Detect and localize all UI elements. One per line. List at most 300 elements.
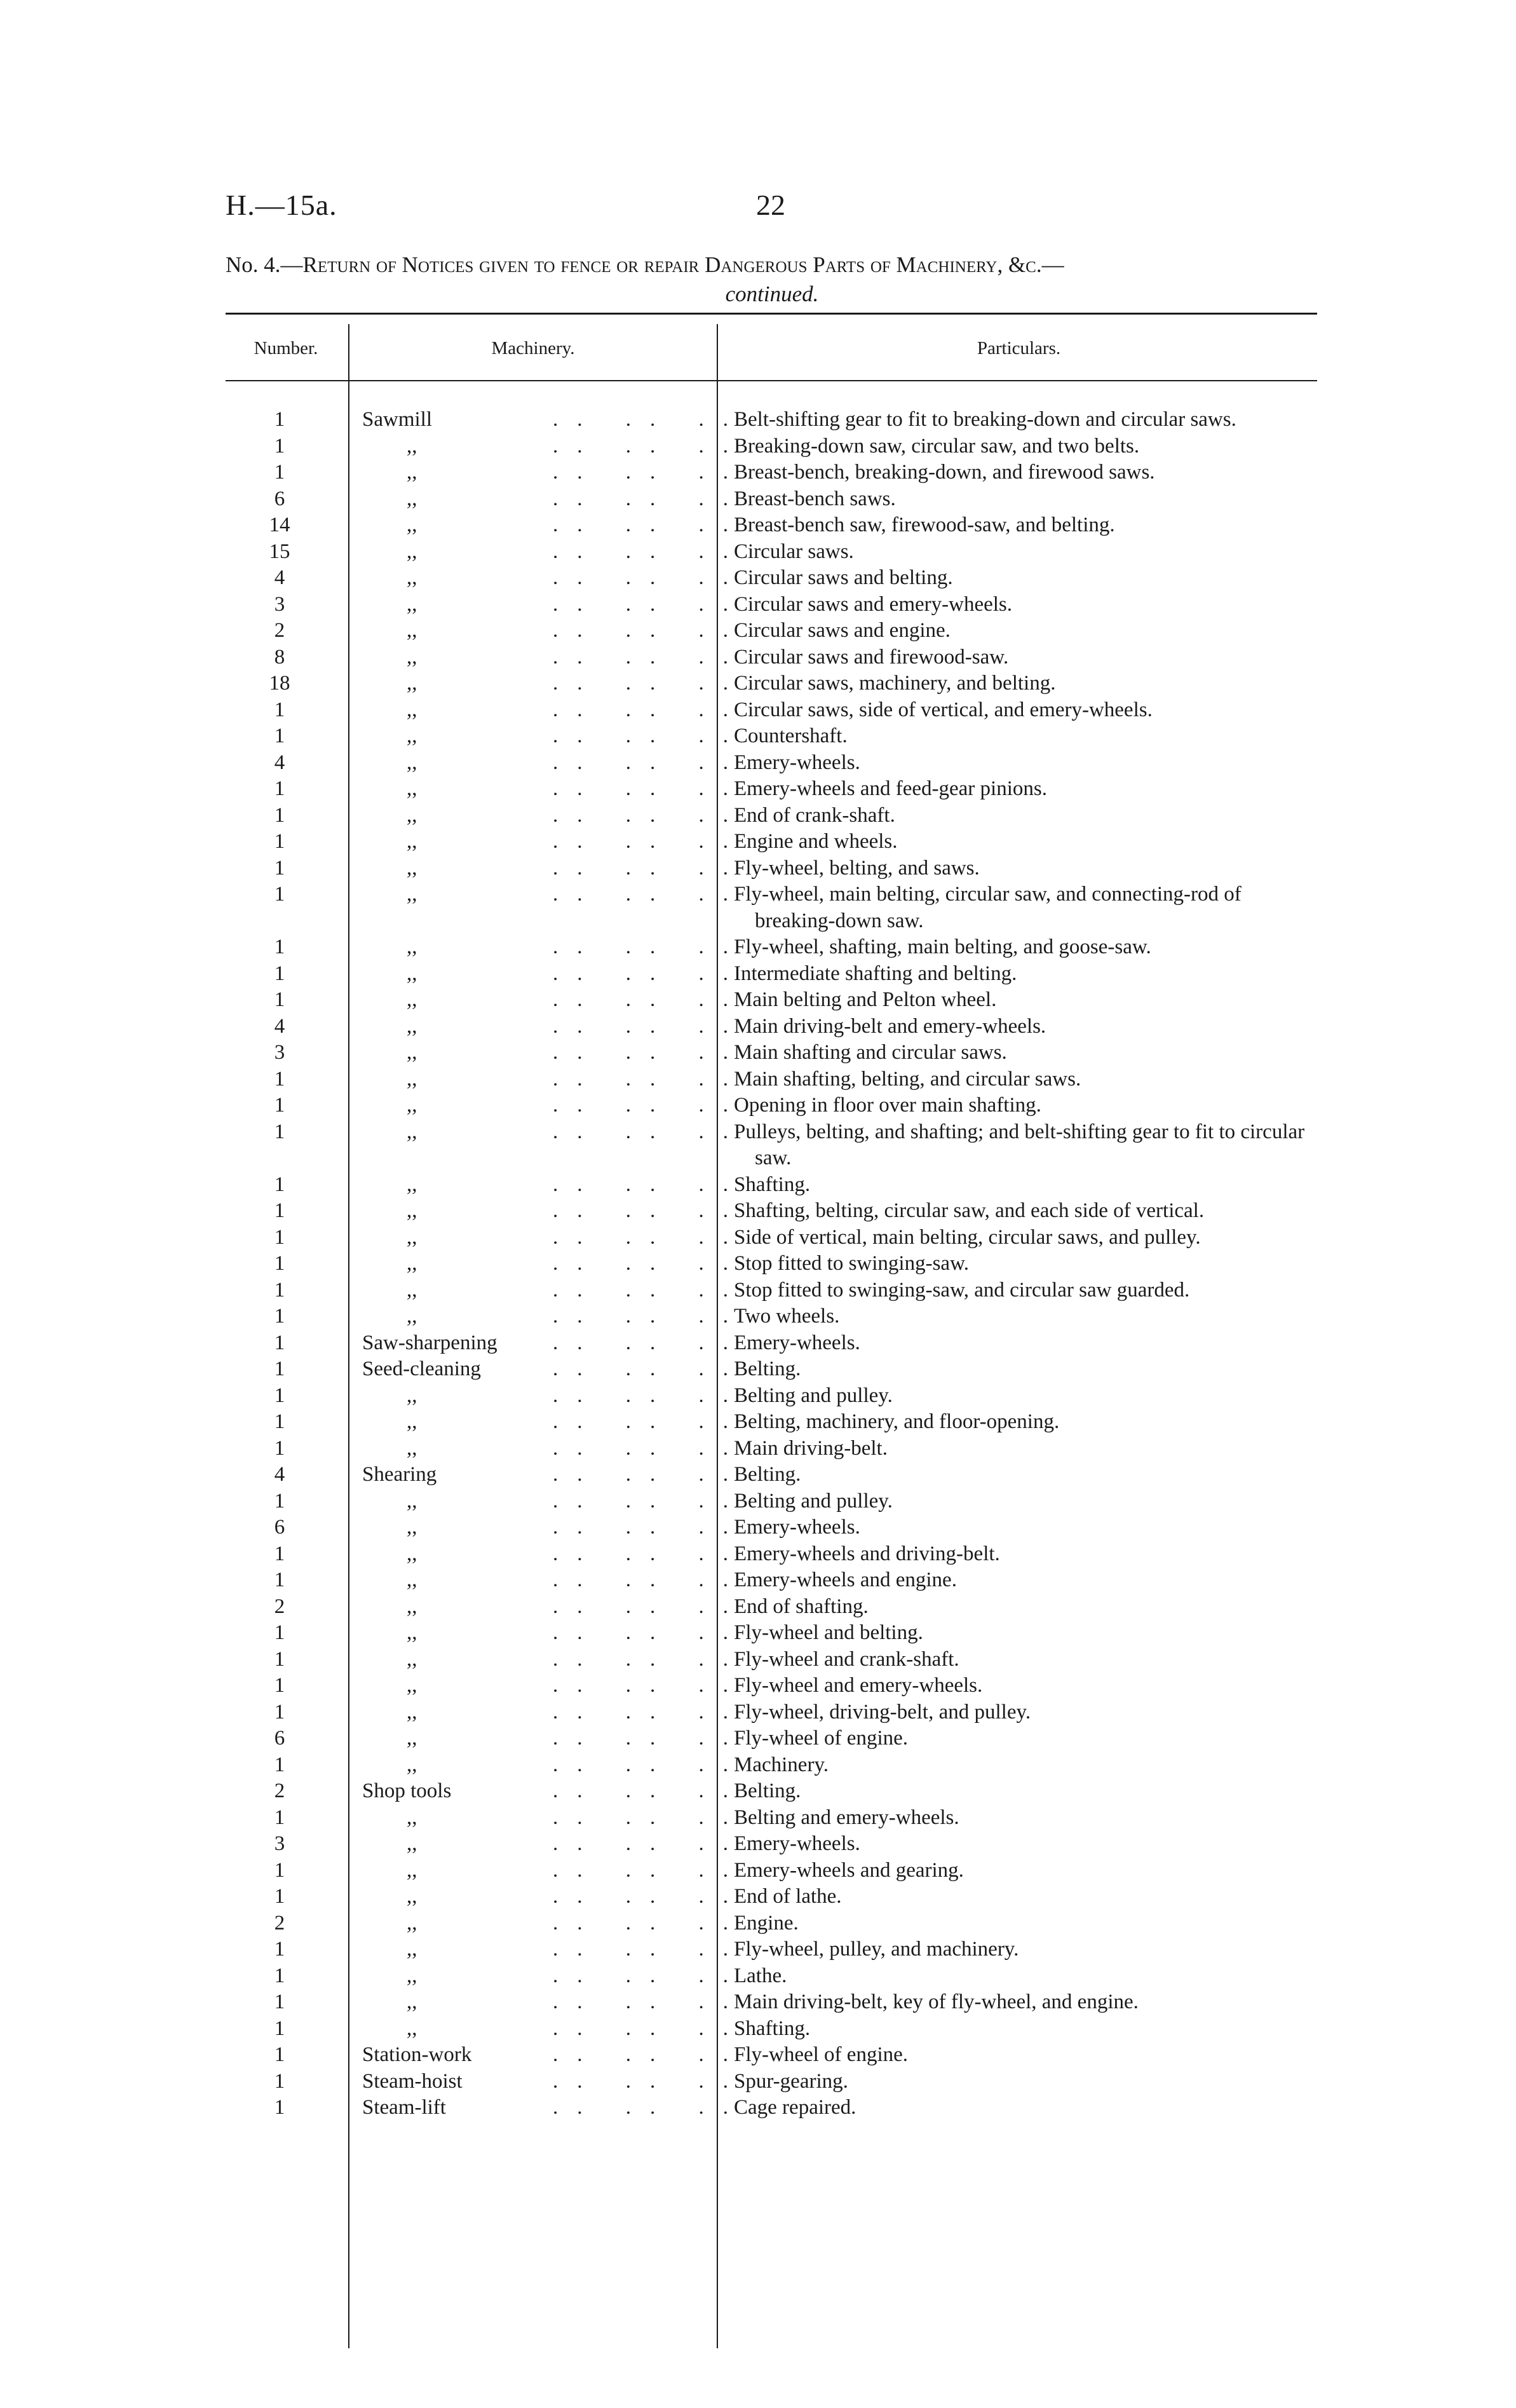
row-machinery	[362, 539, 921, 566]
row-machinery	[362, 592, 921, 618]
row-number: 1	[274, 434, 285, 458]
row-particulars: Fly-wheel and belting.	[734, 1621, 923, 1644]
table-row	[226, 1594, 1317, 1621]
row-number: 1	[274, 1305, 285, 1328]
machinery-label: ,,	[407, 1674, 417, 1697]
table-row	[226, 1251, 1317, 1277]
row-machinery	[362, 934, 921, 961]
row-number: 1	[274, 2043, 285, 2066]
table-row	[226, 1330, 1317, 1357]
row-machinery	[362, 1383, 921, 1410]
header-rule	[226, 380, 1317, 381]
leader-dots: .. .. ..	[553, 1938, 747, 1961]
table-row	[226, 776, 1317, 803]
row-particulars: Breaking-down saw, circular saw, and two belts.	[734, 434, 1140, 458]
row-particulars: Fly-wheel of engine.	[734, 1727, 909, 1750]
machinery-label: ,,	[407, 1911, 417, 1935]
machinery-label: Seed-cleaning	[362, 1357, 481, 1380]
leader-dots: .. .. ..	[553, 434, 747, 458]
row-number: 1	[274, 1357, 285, 1380]
row-number: 1	[274, 1964, 285, 1987]
machinery-label: ,,	[407, 672, 417, 695]
leader-dots: .. .. ..	[553, 1067, 747, 1091]
leader-dots: .. .. ..	[553, 1516, 747, 1539]
leader-dots: .. .. ..	[553, 724, 747, 747]
table-row	[226, 1488, 1317, 1515]
leader-dots: .. .. ..	[553, 830, 747, 853]
row-particulars: Spur-gearing.	[734, 2069, 848, 2093]
row-number: 1	[274, 883, 285, 906]
row-machinery	[362, 1699, 921, 1726]
leader-dots: .. .. ..	[553, 751, 747, 774]
row-number: 1	[274, 1938, 285, 1961]
row-particulars: Shafting.	[734, 2017, 811, 2040]
row-machinery	[362, 1805, 921, 1832]
table-row	[226, 987, 1317, 1014]
machinery-label: ,,	[407, 1173, 417, 1196]
row-machinery	[362, 1725, 921, 1752]
row-particulars: Circular saws.	[734, 540, 854, 563]
machinery-label: ,,	[407, 566, 417, 589]
row-number: 1	[274, 2096, 285, 2119]
machinery-label: Station-work	[362, 2043, 472, 2066]
row-machinery	[362, 1225, 921, 1251]
leader-dots: .. .. ..	[553, 1199, 747, 1222]
row-particulars: Main belting and Pelton wheel.	[734, 988, 997, 1011]
row-particulars: Belting and emery-wheels.	[734, 1806, 959, 1829]
machinery-label: ,,	[407, 2017, 417, 2040]
row-machinery	[362, 881, 921, 908]
table-row	[226, 1383, 1317, 1410]
row-machinery	[362, 1831, 921, 1858]
machinery-label: ,,	[407, 1647, 417, 1671]
row-machinery	[362, 1620, 921, 1647]
row-machinery	[362, 1198, 921, 1225]
row-machinery	[362, 1014, 921, 1040]
row-number: 1	[274, 1753, 285, 1776]
table-row	[226, 1805, 1317, 1832]
row-number: 1	[274, 1225, 285, 1249]
leader-dots: .. .. ..	[553, 1753, 747, 1776]
page-number: 22	[756, 189, 785, 221]
table-row	[226, 1963, 1317, 1990]
leader-dots: .. .. ..	[553, 566, 747, 589]
table-row	[226, 539, 1317, 566]
row-particulars: Main shafting and circular saws.	[734, 1041, 1007, 1064]
machinery-label: ,,	[407, 1489, 417, 1513]
table-row	[226, 407, 1317, 433]
leader-dots: .. .. ..	[553, 777, 747, 800]
leader-dots: .. .. ..	[553, 619, 747, 642]
machinery-label: ,,	[407, 1014, 417, 1038]
row-number: 14	[269, 514, 290, 536]
table-row	[226, 803, 1317, 829]
row-number: 4	[274, 751, 285, 774]
row-particulars: Emery-wheels.	[734, 1516, 860, 1539]
leader-dots: .. .. ..	[553, 487, 747, 510]
row-particulars: Belting.	[734, 1357, 801, 1380]
table-title	[226, 250, 1318, 309]
machinery-label: ,,	[407, 803, 417, 827]
machinery-label: ,,	[407, 883, 417, 906]
table-row	[226, 723, 1317, 750]
row-machinery	[362, 829, 921, 855]
row-machinery	[362, 2069, 921, 2095]
leader-dots: .. .. ..	[553, 1014, 747, 1038]
row-particulars: Fly-wheel of engine.	[734, 2043, 909, 2066]
row-machinery	[362, 697, 921, 724]
row-number: 1	[274, 1489, 285, 1513]
row-machinery	[362, 776, 921, 803]
machinery-label: ,,	[407, 1041, 417, 1064]
row-machinery	[362, 855, 921, 882]
row-machinery	[362, 803, 921, 829]
row-particulars: End of shafting.	[734, 1595, 869, 1618]
row-machinery	[362, 1514, 921, 1541]
row-number: 3	[274, 1832, 285, 1855]
leader-dots: .. .. ..	[553, 803, 747, 827]
machinery-label: ,,	[407, 1436, 417, 1460]
leader-dots: .. .. ..	[553, 935, 747, 958]
table-row	[226, 1647, 1317, 1673]
table-row	[226, 459, 1317, 486]
table-row	[226, 1119, 1317, 1172]
row-machinery	[362, 1647, 921, 1673]
leader-dots: .. .. ..	[553, 1832, 747, 1855]
leader-dots: .. .. ..	[553, 1568, 747, 1591]
row-particulars: Pulleys, belting, and shafting; and belt-shifting gear to fit to circular saw.	[734, 1120, 1305, 1169]
table-row	[226, 1699, 1317, 1726]
row-particulars: Circular saws and belting.	[734, 566, 953, 589]
table-row	[226, 855, 1317, 882]
row-machinery	[362, 459, 921, 486]
row-number: 1	[274, 724, 285, 747]
leader-dots: .. .. ..	[553, 1252, 747, 1275]
row-number: 1	[274, 2069, 285, 2093]
table-row	[226, 1541, 1317, 1568]
row-number: 2	[274, 1911, 285, 1935]
row-particulars: Fly-wheel, shafting, main belting, and goose-saw.	[734, 935, 1151, 958]
row-number: 1	[274, 1331, 285, 1354]
row-particulars: End of crank-shaft.	[734, 803, 895, 827]
title-continued: continued.	[725, 282, 819, 306]
row-particulars: Stop fitted to swinging-saw.	[734, 1252, 970, 1275]
row-number: 2	[274, 1595, 285, 1618]
leader-dots: .. .. ..	[553, 698, 747, 721]
table-row	[226, 1725, 1317, 1752]
row-number: 1	[274, 1621, 285, 1644]
machinery-label: ,,	[407, 619, 417, 642]
row-particulars: Lathe.	[734, 1964, 787, 1987]
row-particulars: Circular saws and emery-wheels.	[734, 592, 1013, 616]
table-row	[226, 433, 1317, 460]
machinery-label: ,,	[407, 856, 417, 880]
machinery-label: ,,	[407, 1120, 417, 1143]
leader-dots: .. .. ..	[553, 883, 747, 906]
machinery-label: ,,	[407, 1516, 417, 1539]
machinery-label: ,,	[407, 1278, 417, 1302]
row-machinery	[362, 618, 921, 644]
leader-dots: .. .. ..	[553, 2043, 747, 2066]
machinery-label: ,,	[407, 645, 417, 669]
machinery-label: ,,	[407, 1938, 417, 1961]
table-row	[226, 2069, 1317, 2095]
leader-dots: .. .. ..	[553, 1595, 747, 1618]
row-particulars: Circular saws, machinery, and belting.	[734, 672, 1056, 695]
leader-dots: .. .. ..	[553, 1225, 747, 1249]
row-number: 1	[274, 1542, 285, 1565]
row-number: 1	[274, 1806, 285, 1829]
row-particulars: Shafting.	[734, 1173, 811, 1196]
row-machinery	[362, 1409, 921, 1436]
row-particulars: Main driving-belt and emery-wheels.	[734, 1014, 1046, 1038]
row-number: 1	[274, 935, 285, 958]
row-number: 1	[274, 1173, 285, 1196]
leader-dots: .. .. ..	[553, 408, 747, 431]
machinery-label: ,,	[407, 1542, 417, 1565]
page-reference: H.—15a.	[226, 189, 337, 221]
row-number: 1	[274, 1858, 285, 1882]
row-particulars: Stop fitted to swinging-saw, and circular saw guarded.	[734, 1278, 1190, 1302]
table-row	[226, 1884, 1317, 1910]
row-particulars: Cage repaired.	[734, 2096, 856, 2119]
row-number: 18	[269, 672, 290, 695]
table-row	[226, 565, 1317, 592]
row-particulars: Fly-wheel, main belting, circular saw, and connecting-rod of breaking-down saw.	[734, 883, 1242, 932]
machinery-label: ,,	[407, 935, 417, 958]
row-machinery	[362, 2016, 921, 2043]
row-particulars: Emery-wheels.	[734, 1331, 860, 1354]
title-caption: Return of Notices given to fence or repair Dangerous Parts of Machinery, &c.—	[302, 252, 1064, 277]
leader-dots: .. .. ..	[553, 1674, 747, 1697]
table-row	[226, 1752, 1317, 1779]
table-row	[226, 1910, 1317, 1937]
row-particulars: Circular saws, side of vertical, and emery-wheels.	[734, 698, 1153, 721]
row-machinery	[362, 1963, 921, 1990]
table-row	[226, 961, 1317, 988]
machinery-label: ,,	[407, 1885, 417, 1908]
row-machinery	[362, 1567, 921, 1594]
leader-dots: .. .. ..	[553, 1964, 747, 1987]
row-machinery	[362, 1172, 921, 1199]
row-machinery	[362, 1594, 921, 1621]
row-number: 6	[274, 1516, 285, 1539]
row-number: 1	[274, 1410, 285, 1433]
row-particulars: Circular saws and engine.	[734, 619, 951, 642]
row-machinery	[362, 1066, 921, 1093]
leader-dots: .. .. ..	[553, 1727, 747, 1750]
row-particulars: Engine and wheels.	[734, 830, 898, 853]
machinery-label: Saw-sharpening	[362, 1331, 497, 1354]
machinery-label: Sawmill	[362, 408, 433, 431]
row-number: 6	[274, 1727, 285, 1750]
table-row	[226, 1356, 1317, 1383]
leader-dots: .. .. ..	[553, 540, 747, 563]
machinery-label: ,,	[407, 1727, 417, 1750]
row-number: 1	[274, 988, 285, 1011]
row-particulars: Breast-bench saw, firewood-saw, and belting.	[734, 514, 1115, 536]
row-particulars: Main driving-belt, key of fly-wheel, and engine.	[734, 1990, 1139, 2013]
machinery-label: ,,	[407, 1700, 417, 1724]
table-row	[226, 1778, 1317, 1805]
row-machinery	[362, 723, 921, 750]
machinery-label: ,,	[407, 514, 417, 536]
machinery-label: ,,	[407, 1225, 417, 1249]
row-number: 1	[274, 2017, 285, 2040]
row-number: 1	[274, 1120, 285, 1143]
row-machinery	[362, 2042, 921, 2069]
table-row	[226, 750, 1317, 777]
row-machinery	[362, 512, 921, 539]
table-row	[226, 1936, 1317, 1963]
row-particulars: Fly-wheel, pulley, and machinery.	[734, 1938, 1019, 1961]
table-row	[226, 1092, 1317, 1119]
row-number: 1	[274, 1094, 285, 1117]
row-machinery	[362, 433, 921, 460]
table-row	[226, 829, 1317, 855]
table-row	[226, 1225, 1317, 1251]
row-particulars: Emery-wheels.	[734, 751, 860, 774]
row-machinery	[362, 407, 921, 433]
machinery-label: ,,	[407, 1858, 417, 1882]
table-row	[226, 644, 1317, 671]
machinery-label: ,,	[407, 777, 417, 800]
row-particulars: Belting, machinery, and floor-opening.	[734, 1410, 1060, 1433]
row-particulars: Shafting, belting, circular saw, and each side of vertical.	[734, 1199, 1205, 1222]
machinery-label: Shop tools	[362, 1779, 452, 1802]
table-row	[226, 1831, 1317, 1858]
table-row	[226, 1409, 1317, 1436]
leader-dots: .. .. ..	[553, 1806, 747, 1829]
table-row	[226, 1858, 1317, 1884]
row-machinery	[362, 1356, 921, 1383]
row-particulars: Main shafting, belting, and circular saws.	[734, 1067, 1081, 1091]
row-number: 4	[274, 1014, 285, 1038]
machinery-label: ,,	[407, 1621, 417, 1644]
top-rule	[226, 313, 1317, 315]
machinery-label: ,,	[407, 1252, 417, 1275]
row-number: 1	[274, 1199, 285, 1222]
leader-dots: .. .. ..	[553, 461, 747, 484]
machinery-label: ,,	[407, 461, 417, 484]
row-particulars: Belting and pulley.	[734, 1384, 893, 1407]
row-number: 1	[274, 1700, 285, 1724]
table-row	[226, 697, 1317, 724]
leader-dots: .. .. ..	[553, 645, 747, 669]
row-machinery	[362, 1541, 921, 1568]
row-machinery	[362, 644, 921, 671]
row-particulars: Side of vertical, main belting, circular saws, and pulley.	[734, 1225, 1201, 1249]
row-number: 6	[274, 487, 285, 510]
leader-dots: .. .. ..	[553, 1647, 747, 1671]
row-number: 1	[274, 1384, 285, 1407]
row-machinery	[362, 1303, 921, 1330]
row-number: 1	[274, 1278, 285, 1302]
row-number: 1	[274, 962, 285, 985]
table-row	[226, 1040, 1317, 1066]
machinery-label: ,,	[407, 988, 417, 1011]
table-row	[226, 2095, 1317, 2121]
table-row	[226, 592, 1317, 618]
leader-dots: .. .. ..	[553, 2017, 747, 2040]
row-number: 1	[274, 856, 285, 880]
table-row	[226, 1620, 1317, 1647]
row-machinery	[362, 1910, 921, 1937]
leader-dots: .. .. ..	[553, 2069, 747, 2093]
row-machinery	[362, 1673, 921, 1699]
row-machinery	[362, 987, 921, 1014]
machinery-label: ,,	[407, 434, 417, 458]
table-row	[226, 2042, 1317, 2069]
leader-dots: .. .. ..	[553, 988, 747, 1011]
row-particulars: Main driving-belt.	[734, 1436, 888, 1460]
row-machinery	[362, 961, 921, 988]
row-particulars: Belting.	[734, 1779, 801, 1802]
row-number: 1	[274, 803, 285, 827]
row-number: 4	[274, 1463, 285, 1486]
machinery-label: ,,	[407, 1964, 417, 1987]
machinery-label: ,,	[407, 592, 417, 616]
leader-dots: .. .. ..	[553, 1700, 747, 1724]
row-particulars: Machinery.	[734, 1753, 829, 1776]
table-row	[226, 1462, 1317, 1488]
leader-dots: .. .. ..	[553, 1331, 747, 1354]
leader-dots: .. .. ..	[553, 1305, 747, 1328]
machinery-label: ,,	[407, 751, 417, 774]
row-particulars: Breast-bench, breaking-down, and firewood saws.	[734, 461, 1155, 484]
row-machinery	[362, 1330, 921, 1357]
leader-dots: .. .. ..	[553, 1542, 747, 1565]
leader-dots: .. .. ..	[553, 1911, 747, 1935]
machinery-label: ,,	[407, 1990, 417, 2013]
table-row	[226, 486, 1317, 513]
row-particulars: Countershaft.	[734, 724, 848, 747]
row-number: 2	[274, 619, 285, 642]
row-number: 1	[274, 830, 285, 853]
row-particulars: Intermediate shafting and belting.	[734, 962, 1017, 985]
row-machinery	[362, 1277, 921, 1304]
row-number: 1	[274, 1252, 285, 1275]
row-number: 1	[274, 1067, 285, 1091]
machinery-label: ,,	[407, 1832, 417, 1855]
table-row	[226, 1172, 1317, 1199]
leader-dots: .. .. ..	[553, 1858, 747, 1882]
table-body	[226, 407, 1317, 2121]
table-row	[226, 1014, 1317, 1040]
leader-dots: .. .. ..	[553, 1384, 747, 1407]
row-machinery	[362, 1778, 921, 1805]
machinery-label: ,,	[407, 1384, 417, 1407]
row-particulars: Belting.	[734, 1463, 801, 1486]
column-header-particulars: Particulars.	[977, 338, 1061, 358]
row-machinery	[362, 1462, 921, 1488]
machinery-label: ,,	[407, 1067, 417, 1091]
machinery-label: ,,	[407, 962, 417, 985]
row-particulars: Emery-wheels and feed-gear pinions.	[734, 777, 1047, 800]
row-machinery	[362, 1488, 921, 1515]
machinery-label: Steam-hoist	[362, 2069, 463, 2093]
leader-dots: .. .. ..	[553, 1120, 747, 1143]
machinery-label: ,,	[407, 698, 417, 721]
row-number: 1	[274, 1647, 285, 1671]
row-machinery	[362, 670, 921, 697]
row-machinery	[362, 1884, 921, 1910]
table-row	[226, 1514, 1317, 1541]
leader-dots: .. .. ..	[553, 1489, 747, 1513]
machinery-label: ,,	[407, 1595, 417, 1618]
table-row	[226, 670, 1317, 697]
leader-dots: .. .. ..	[553, 1357, 747, 1380]
